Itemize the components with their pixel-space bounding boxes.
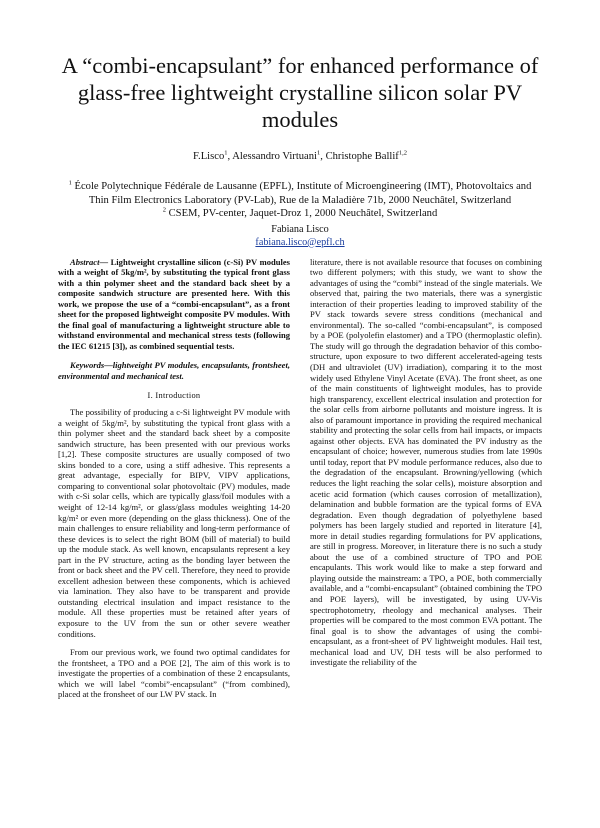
section-heading: I. Introduction (147, 390, 201, 400)
affiliation-list (58, 180, 542, 221)
author: F.Lisco$^1$, (193, 149, 233, 162)
two-column-body (58, 257, 542, 700)
abstract-label: Abstract (70, 256, 100, 267)
paper-page (0, 52, 600, 828)
right-column (310, 257, 542, 700)
abstract: Abstract— Lightweight crystalline silicon (c-Si) PV modules with a weight of 5kg/m², by substituting the typical front glass with a thin polymer sheet and the standard back sheet by a composite sandwich structure are presented here. With this work, we propose the use of a “combi-encapsulant”, as a front sheet for the proposed lightweight composite PV modules. With the final goal of manufacturing a lightweight structure able to withstand environmental and mechanical stress tests (following the IEC 61215 [3]), as combined sequential tests. (58, 256, 291, 351)
keywords: Keywords—lightweight PV modules, encapsulants, frontsheet, environmental and mechanical test. (58, 360, 290, 381)
left-column (58, 257, 290, 700)
author: Christophe Ballif$^{1,2}$ (325, 149, 407, 162)
body-paragraph: From our previous work, we found two optimal candidates for the frontsheet, a TPO and a POE [2], The aim of this work is to investigate the properties of a combination of these 2 encapsulants, which we will label “combi”-encapsulant” (“from combined), placed at the fronsheet of our LW PV stack. In (58, 647, 290, 700)
paper-title: A “combi-encapsulant” for enhanced performance of glass-free lightweight crystalline silicon solar PV modules (61, 53, 539, 132)
author-list (58, 150, 542, 163)
contact-block (58, 223, 542, 249)
author: Alessandro Virtuani$^1$, (232, 149, 326, 162)
abstract-text: Lightweight crystalline silicon (c-Si) PV modules with a weight of 5kg/m², by substituting the typical front glass with a thin polymer sheet and the standard back sheet by a composite sandwich structure are presented here. With this work, we propose the use of a “combi-encapsulant”, as a front sheet for the proposed lightweight composite PV modules. With the final goal of manufacturing a lightweight structure able to withstand environmental and mechanical stress tests (following the IEC 61215 [3]), as combined sequential tests. (58, 256, 291, 351)
body-paragraph: literature, there is not available resource that focuses on combining two different polymers; with this study, we want to show the advantages of using the “combi” instead of the single materials. We observed that, pairing the two materials, there was a synergistic interaction of their properties leading to improved stability of the PV stack towards severe stress conditions (mechanical and environmental). The so-called “combi-encapsulant”, is composed by a POE (polyolefin elastomer) and a TPO (thermoplastic olefin). The study will go through the degradation behavior of this combo-structure, upon exposure to two different accelerated-ageing tests (DH and ultraviolet (UV) irradiation), comparing it to the most widely used Ethylene Vinyl Acetate (EVA). The front sheet, as one of the main constituents of lightweight modules, has to provide high transparency, excellent electrical insulation and protection for the solar cells from airborne pollutants and moisture ingress. It is also of paramount importance in providing the required mechanical stability and protecting the solar cells from hail impacts, or impacts against other objects. EVA has dominated the PV industry as the encapsulant of choice; however, numerous studies from late 1990s until today, report that PV module performance reduces, also due to the degradation of the encapsulant. Browning/yellowing (which reduces the light reaching the solar cells), moisture absorption and acetic acid formation (which causes corrosion of metallization), delamination and bubble formation are the typical forms of EVA degradation. Even though degradation of polyethylene based polymers has been largely studied and reported in literature [4], more in detail studies regarding formulations for PV applications, are still in progress. Moreover, in literature there is no such a study about the use of a combined structure of TPO and POE encapulants. This work would like to make a step forward and playing outside the mainstream: a TPO, a POE, both commercially available, and a “combi-encapsulant” (obtained combining the TPO and POE layers), will be investigated, by using UV-Vis spectrophotometry, rheology and mechanical analyses. Their properties will be compared to the most common EVA pottant. The final goal is to show the advantages of using the combi-encapsulant, as a front-sheet of PV lightweight modules. Hail test, mechanical load and UV, DH tests will be also performed to investigate the reliability of the (310, 256, 542, 668)
affiliation: $^2$ CSEM, PV-center, Jaquet-Droz 1, 2000 Neuchâtel, Switzerland (162, 206, 438, 219)
contact-name: Fabiana Lisco (271, 223, 329, 235)
body-paragraph: The possibility of producing a c-Si lightweight PV module with a weight of 5kg/m², by substituting the typical front glass with a thin polymer sheet and the standard back sheet by a composite sandwich structure, has been presented with our previous works [1,2]. These composite structures are usually composed of two skins bonded to a core, using a stiff adhesive. This represents a great advantage, especially for BIPV, VIPV applications, comparing to conventional solar photovoltaic (PV) modules, made with c-Si solar cells, which are typically glass/foil modules with a weight of 12-14 kg/m², or glass/glass modules weighting 14-20 kg/m² or even more (depending on the glass thickness). One of the main challenges to ensure reliability and long-term performance of these devices is to select the right BOM (bill of material) to build up the module stack. As well known, encapsulants represent a key part in the PV structure, acting as the bonding layer between the front or back sheet and the PV cell. Therefore, they need to provide excellent adhesion between these components, which is achieved via lamination. They also have to be transparent and provide outstanding electrical insulation and impact resistance to the module. All these properties must be retained after years of exposure to the UV from the sun or other severe weather conditions. (58, 407, 290, 639)
contact-email-link[interactable]: fabiana.lisco@epfl.ch (255, 236, 345, 248)
affiliation: $^1$ École Polytechnique Fédérale de Lausanne (EPFL), Institute of Microengineering (IMT), Photovoltaics and Thin Film Electronics Laboratory (PV-Lab), Rue de la Maladière 71b, 2000 Neuchâtel, Switzerland (68, 179, 532, 206)
